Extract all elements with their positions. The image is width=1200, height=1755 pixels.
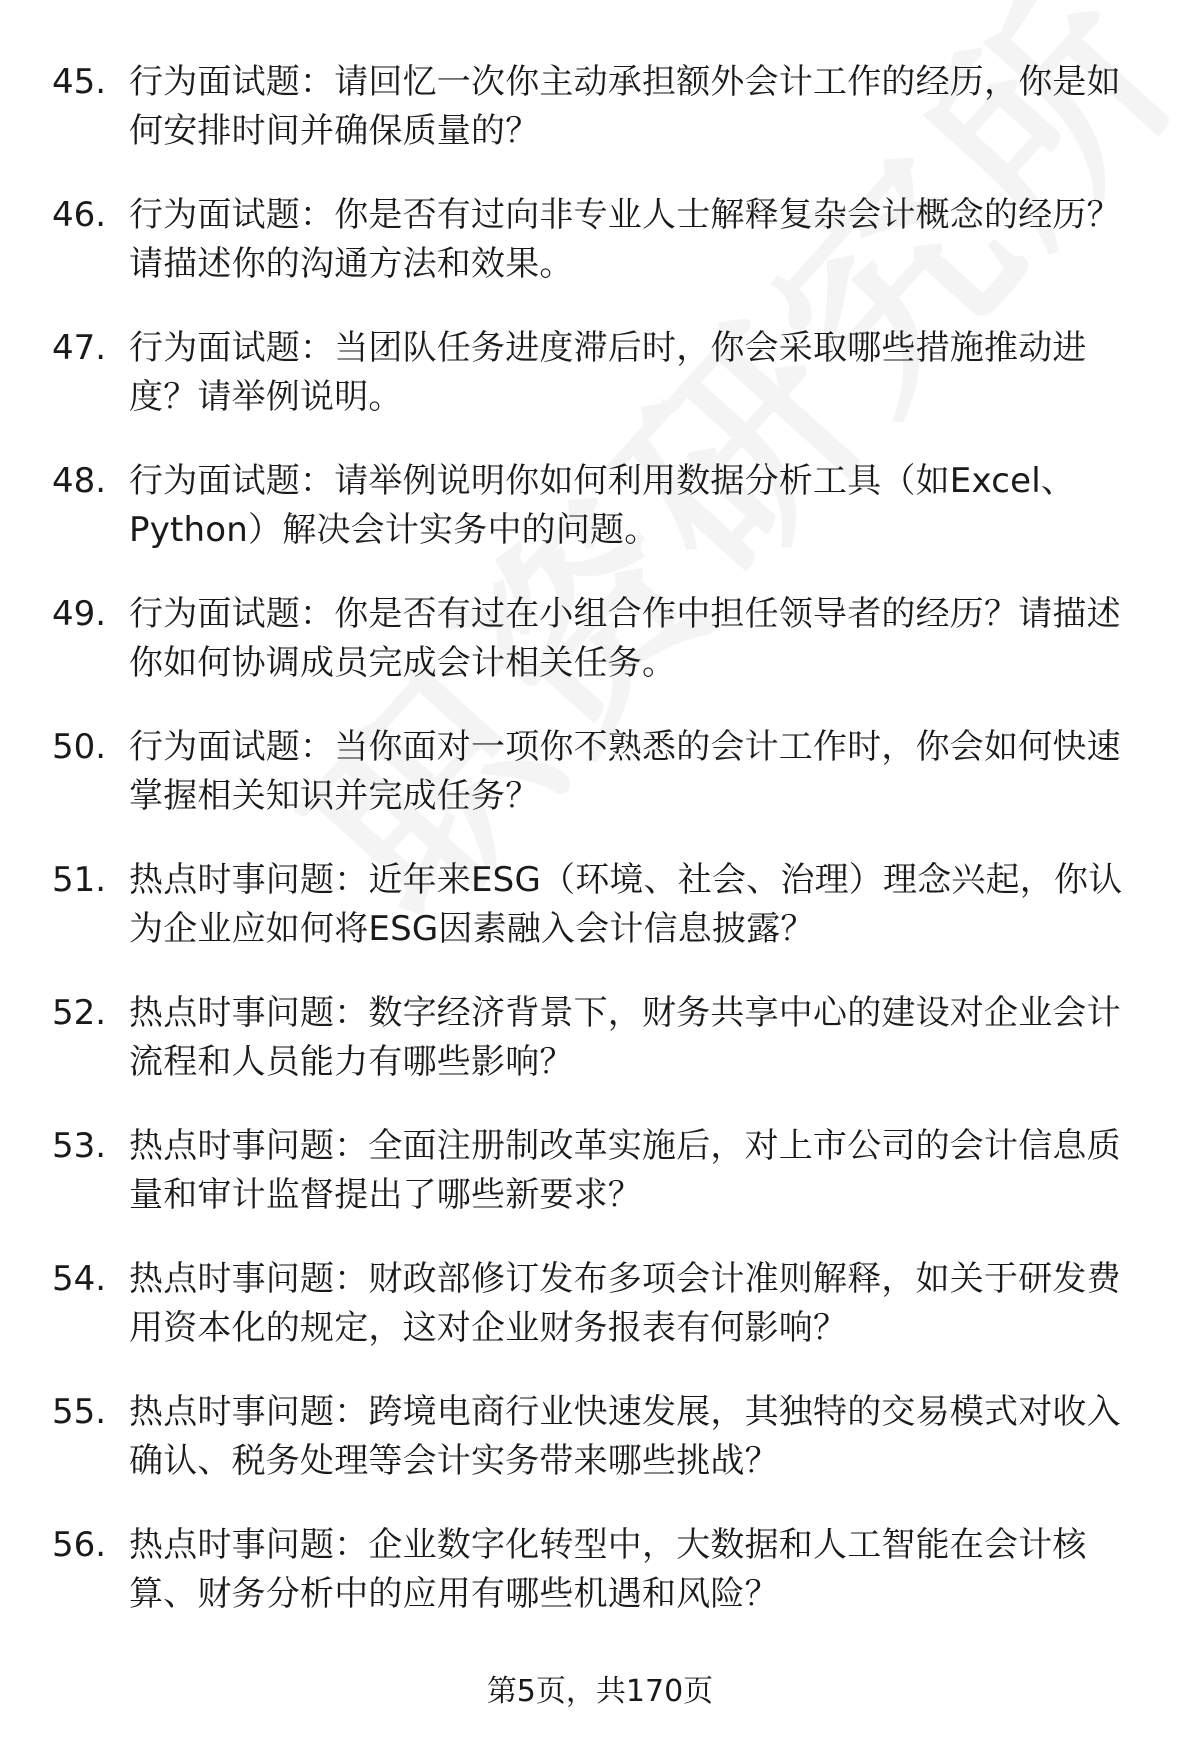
question-number: 45.: [52, 62, 107, 102]
question-item: [0, 723, 1200, 856]
question-number: 51.: [52, 860, 107, 900]
question-item: [0, 590, 1200, 723]
question-item: [0, 856, 1200, 989]
page-number-footer: 第5页，共170页: [486, 1674, 714, 1709]
question-number: 55.: [52, 1392, 107, 1432]
question-number: 56.: [52, 1525, 107, 1565]
question-item: [0, 324, 1200, 457]
question-number: 47.: [52, 328, 107, 368]
question-text: 热点时事问题：数字经济背景下，财务共享中心的建设对企业会计流程和人员能力有哪些影响？: [129, 993, 1121, 1082]
question-item: [0, 989, 1200, 1122]
question-text: 行为面试题：当团队任务进度滞后时，你会采取哪些措施推动进度？请举例说明。: [129, 328, 1087, 417]
question-text: 热点时事问题：近年来ESG（环境、社会、治理）理念兴起，你认为企业应如何将ESG因素融入会计信息披露？: [129, 860, 1123, 949]
question-item: [0, 1521, 1200, 1654]
question-text: 行为面试题：你是否有过在小组合作中担任领导者的经历？请描述你如何协调成员完成会计相关任务。: [129, 594, 1121, 683]
question-text: 行为面试题：你是否有过向非专业人士解释复杂会计概念的经历？请描述你的沟通方法和效果。: [129, 195, 1121, 284]
question-item: [0, 1255, 1200, 1388]
question-number: 53.: [52, 1126, 107, 1166]
question-item: [0, 1388, 1200, 1521]
question-number: 50.: [52, 727, 107, 767]
question-text: 热点时事问题：跨境电商行业快速发展，其独特的交易模式对收入确认、税务处理等会计实务带来哪些挑战？: [129, 1392, 1121, 1481]
question-number: 49.: [52, 594, 107, 634]
question-number: 48.: [52, 461, 107, 501]
question-text: 热点时事问题：全面注册制改革实施后，对上市公司的会计信息质量和审计监督提出了哪些新要求？: [129, 1126, 1121, 1215]
question-list: [0, 58, 1200, 1654]
question-text: 热点时事问题：财政部修订发布多项会计准则解释，如关于研发费用资本化的规定，这对企业财务报表有何影响？: [129, 1259, 1121, 1348]
question-item: [0, 191, 1200, 324]
question-item: [0, 58, 1200, 191]
question-text: 行为面试题：请举例说明你如何利用数据分析工具（如Excel、Python）解决会计实务中的问题。: [129, 461, 1076, 550]
question-text: 热点时事问题：企业数字化转型中，大数据和人工智能在会计核算、财务分析中的应用有哪些机遇和风险？: [129, 1525, 1087, 1614]
question-number: 46.: [52, 195, 107, 235]
question-text: 行为面试题：请回忆一次你主动承担额外会计工作的经历，你是如何安排时间并确保质量的？: [129, 62, 1121, 151]
question-item: [0, 1122, 1200, 1255]
question-number: 52.: [52, 993, 107, 1033]
question-text: 行为面试题：当你面对一项你不熟悉的会计工作时，你会如何快速掌握相关知识并完成任务？: [129, 727, 1121, 816]
question-item: [0, 457, 1200, 590]
question-number: 54.: [52, 1259, 107, 1299]
